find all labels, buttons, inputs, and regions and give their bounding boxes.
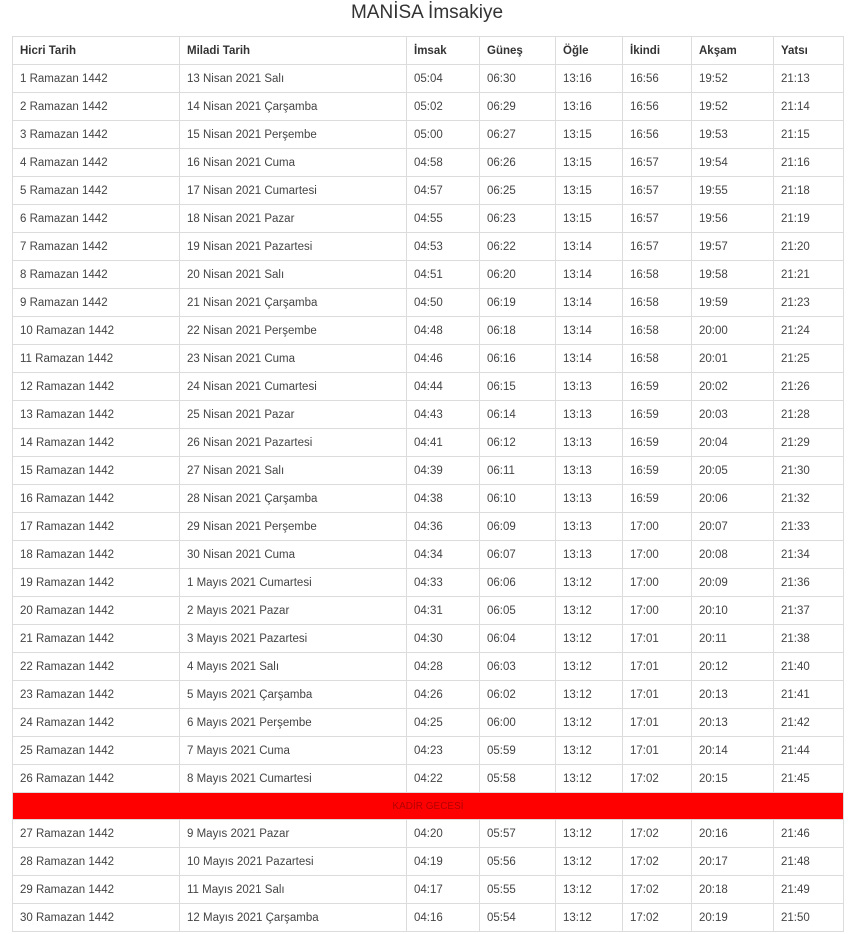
ikindi-cell: 17:00: [623, 597, 692, 625]
ogle-cell: 13:12: [556, 597, 623, 625]
page-title: MANİSA İmsakiye: [350, 2, 504, 23]
hicri-cell: 18 Ramazan 1442: [13, 541, 180, 569]
hicri-cell: 22 Ramazan 1442: [13, 653, 180, 681]
miladi-cell: 9 Mayıs 2021 Pazar: [180, 820, 407, 848]
ogle-cell: 13:13: [556, 513, 623, 541]
ogle-cell: 13:12: [556, 569, 623, 597]
gunes-cell: 06:15: [480, 373, 556, 401]
miladi-cell: 30 Nisan 2021 Cuma: [180, 541, 407, 569]
gunes-cell: 06:22: [480, 233, 556, 261]
imsak-cell: 04:38: [407, 485, 480, 513]
hicri-cell: 3 Ramazan 1442: [13, 121, 180, 149]
table-body: [13, 65, 844, 932]
table-row: [13, 457, 844, 485]
yatsi-cell: 21:44: [774, 737, 844, 765]
gunes-cell: 06:10: [480, 485, 556, 513]
yatsi-cell: 21:24: [774, 317, 844, 345]
imsak-cell: 04:26: [407, 681, 480, 709]
aksam-cell: 19:54: [692, 149, 774, 177]
col-header-hicri: Hicri Tarih: [13, 37, 180, 65]
aksam-cell: 20:18: [692, 876, 774, 904]
table-row: [13, 289, 844, 317]
gunes-cell: 05:54: [480, 904, 556, 932]
aksam-cell: 20:15: [692, 765, 774, 793]
ikindi-cell: 17:01: [623, 737, 692, 765]
gunes-cell: 06:07: [480, 541, 556, 569]
ogle-cell: 13:13: [556, 373, 623, 401]
hicri-cell: 16 Ramazan 1442: [13, 485, 180, 513]
imsak-cell: 04:25: [407, 709, 480, 737]
gunes-cell: 05:58: [480, 765, 556, 793]
imsak-cell: 04:50: [407, 289, 480, 317]
ikindi-cell: 16:57: [623, 233, 692, 261]
imsak-cell: 04:33: [407, 569, 480, 597]
table-row: [13, 373, 844, 401]
yatsi-cell: 21:37: [774, 597, 844, 625]
table-row: [13, 261, 844, 289]
table-row: [13, 233, 844, 261]
table-row: [13, 93, 844, 121]
imsak-cell: 04:28: [407, 653, 480, 681]
imsak-cell: 04:48: [407, 317, 480, 345]
imsakiye-table: [12, 36, 844, 932]
gunes-cell: 06:02: [480, 681, 556, 709]
miladi-cell: 27 Nisan 2021 Salı: [180, 457, 407, 485]
aksam-cell: 19:52: [692, 93, 774, 121]
hicri-cell: 2 Ramazan 1442: [13, 93, 180, 121]
aksam-cell: 20:08: [692, 541, 774, 569]
miladi-cell: 5 Mayıs 2021 Çarşamba: [180, 681, 407, 709]
ikindi-cell: 17:01: [623, 681, 692, 709]
hicri-cell: 26 Ramazan 1442: [13, 765, 180, 793]
ikindi-cell: 16:59: [623, 373, 692, 401]
imsak-cell: 04:46: [407, 345, 480, 373]
ikindi-cell: 16:59: [623, 457, 692, 485]
gunes-cell: 06:23: [480, 205, 556, 233]
ogle-cell: 13:12: [556, 820, 623, 848]
table-row: [13, 177, 844, 205]
table-row: [13, 205, 844, 233]
kadir-gecesi-row: [13, 793, 844, 820]
miladi-cell: 23 Nisan 2021 Cuma: [180, 345, 407, 373]
miladi-cell: 19 Nisan 2021 Pazartesi: [180, 233, 407, 261]
imsak-cell: 04:31: [407, 597, 480, 625]
table-row: [13, 765, 844, 793]
aksam-cell: 19:58: [692, 261, 774, 289]
miladi-cell: 24 Nisan 2021 Cumartesi: [180, 373, 407, 401]
ogle-cell: 13:12: [556, 737, 623, 765]
imsak-cell: 04:55: [407, 205, 480, 233]
aksam-cell: 19:55: [692, 177, 774, 205]
aksam-cell: 20:09: [692, 569, 774, 597]
aksam-cell: 20:14: [692, 737, 774, 765]
miladi-cell: 28 Nisan 2021 Çarşamba: [180, 485, 407, 513]
imsak-cell: 04:16: [407, 904, 480, 932]
ogle-cell: 13:13: [556, 541, 623, 569]
ikindi-cell: 16:59: [623, 429, 692, 457]
imsak-cell: 04:44: [407, 373, 480, 401]
gunes-cell: 06:18: [480, 317, 556, 345]
imsak-cell: 04:58: [407, 149, 480, 177]
gunes-cell: 05:57: [480, 820, 556, 848]
col-header-yatsi: Yatsı: [774, 37, 844, 65]
ogle-cell: 13:12: [556, 681, 623, 709]
table-row: [13, 569, 844, 597]
aksam-cell: 20:03: [692, 401, 774, 429]
hicri-cell: 24 Ramazan 1442: [13, 709, 180, 737]
miladi-cell: 2 Mayıs 2021 Pazar: [180, 597, 407, 625]
imsak-cell: 04:51: [407, 261, 480, 289]
yatsi-cell: 21:23: [774, 289, 844, 317]
miladi-cell: 12 Mayıs 2021 Çarşamba: [180, 904, 407, 932]
ogle-cell: 13:12: [556, 848, 623, 876]
aksam-cell: 20:17: [692, 848, 774, 876]
ogle-cell: 13:13: [556, 401, 623, 429]
ikindi-cell: 16:59: [623, 485, 692, 513]
hicri-cell: 13 Ramazan 1442: [13, 401, 180, 429]
table-row: [13, 653, 844, 681]
ikindi-cell: 17:02: [623, 904, 692, 932]
table-row: [13, 345, 844, 373]
aksam-cell: 20:05: [692, 457, 774, 485]
yatsi-cell: 21:14: [774, 93, 844, 121]
hicri-cell: 27 Ramazan 1442: [13, 820, 180, 848]
ikindi-cell: 16:59: [623, 401, 692, 429]
ikindi-cell: 16:58: [623, 317, 692, 345]
hicri-cell: 11 Ramazan 1442: [13, 345, 180, 373]
col-header-ikindi: İkindi: [623, 37, 692, 65]
imsak-cell: 04:30: [407, 625, 480, 653]
ikindi-cell: 16:57: [623, 177, 692, 205]
table-row: [13, 121, 844, 149]
gunes-cell: 06:25: [480, 177, 556, 205]
miladi-cell: 18 Nisan 2021 Pazar: [180, 205, 407, 233]
gunes-cell: 06:06: [480, 569, 556, 597]
miladi-cell: 1 Mayıs 2021 Cumartesi: [180, 569, 407, 597]
gunes-cell: 06:12: [480, 429, 556, 457]
gunes-cell: 06:19: [480, 289, 556, 317]
ikindi-cell: 17:02: [623, 848, 692, 876]
hicri-cell: 4 Ramazan 1442: [13, 149, 180, 177]
aksam-cell: 20:11: [692, 625, 774, 653]
yatsi-cell: 21:20: [774, 233, 844, 261]
table-row: [13, 625, 844, 653]
imsak-cell: 04:19: [407, 848, 480, 876]
aksam-cell: 20:04: [692, 429, 774, 457]
hicri-cell: 15 Ramazan 1442: [13, 457, 180, 485]
table-row: [13, 820, 844, 848]
yatsi-cell: 21:28: [774, 401, 844, 429]
imsak-cell: 04:17: [407, 876, 480, 904]
ogle-cell: 13:13: [556, 457, 623, 485]
yatsi-cell: 21:40: [774, 653, 844, 681]
hicri-cell: 5 Ramazan 1442: [13, 177, 180, 205]
hicri-cell: 17 Ramazan 1442: [13, 513, 180, 541]
table-row: [13, 65, 844, 93]
table-row: [13, 317, 844, 345]
ogle-cell: 13:12: [556, 653, 623, 681]
aksam-cell: 19:56: [692, 205, 774, 233]
miladi-cell: 4 Mayıs 2021 Salı: [180, 653, 407, 681]
yatsi-cell: 21:32: [774, 485, 844, 513]
ogle-cell: 13:14: [556, 289, 623, 317]
yatsi-cell: 21:42: [774, 709, 844, 737]
hicri-cell: 28 Ramazan 1442: [13, 848, 180, 876]
imsak-cell: 05:04: [407, 65, 480, 93]
ogle-cell: 13:15: [556, 121, 623, 149]
hicri-cell: 21 Ramazan 1442: [13, 625, 180, 653]
yatsi-cell: 21:41: [774, 681, 844, 709]
miladi-cell: 13 Nisan 2021 Salı: [180, 65, 407, 93]
ogle-cell: 13:12: [556, 876, 623, 904]
ogle-cell: 13:12: [556, 904, 623, 932]
yatsi-cell: 21:36: [774, 569, 844, 597]
aksam-cell: 20:06: [692, 485, 774, 513]
aksam-cell: 20:07: [692, 513, 774, 541]
gunes-cell: 06:20: [480, 261, 556, 289]
yatsi-cell: 21:50: [774, 904, 844, 932]
table-row: [13, 709, 844, 737]
ogle-cell: 13:12: [556, 625, 623, 653]
ogle-cell: 13:15: [556, 177, 623, 205]
aksam-cell: 20:16: [692, 820, 774, 848]
table-row: [13, 904, 844, 932]
yatsi-cell: 21:18: [774, 177, 844, 205]
miladi-cell: 8 Mayıs 2021 Cumartesi: [180, 765, 407, 793]
hicri-cell: 9 Ramazan 1442: [13, 289, 180, 317]
miladi-cell: 16 Nisan 2021 Cuma: [180, 149, 407, 177]
ikindi-cell: 16:56: [623, 65, 692, 93]
ogle-cell: 13:14: [556, 317, 623, 345]
table-row: [13, 149, 844, 177]
ikindi-cell: 16:57: [623, 205, 692, 233]
aksam-cell: 19:59: [692, 289, 774, 317]
yatsi-cell: 21:29: [774, 429, 844, 457]
ogle-cell: 13:13: [556, 429, 623, 457]
yatsi-cell: 21:49: [774, 876, 844, 904]
hicri-cell: 6 Ramazan 1442: [13, 205, 180, 233]
yatsi-cell: 21:21: [774, 261, 844, 289]
table-row: [13, 848, 844, 876]
col-header-gunes: Güneş: [480, 37, 556, 65]
header-row: [13, 37, 844, 65]
gunes-cell: 06:27: [480, 121, 556, 149]
hicri-cell: 25 Ramazan 1442: [13, 737, 180, 765]
imsak-cell: 04:34: [407, 541, 480, 569]
table-row: [13, 513, 844, 541]
aksam-cell: 19:52: [692, 65, 774, 93]
miladi-cell: 15 Nisan 2021 Perşembe: [180, 121, 407, 149]
imsak-cell: 04:23: [407, 737, 480, 765]
ikindi-cell: 17:01: [623, 625, 692, 653]
gunes-cell: 06:00: [480, 709, 556, 737]
ikindi-cell: 16:58: [623, 345, 692, 373]
ogle-cell: 13:14: [556, 261, 623, 289]
imsak-cell: 04:22: [407, 765, 480, 793]
gunes-cell: 06:26: [480, 149, 556, 177]
ikindi-cell: 16:58: [623, 261, 692, 289]
gunes-cell: 06:04: [480, 625, 556, 653]
yatsi-cell: 21:38: [774, 625, 844, 653]
yatsi-cell: 21:45: [774, 765, 844, 793]
gunes-cell: 06:29: [480, 93, 556, 121]
miladi-cell: 25 Nisan 2021 Pazar: [180, 401, 407, 429]
imsak-cell: 04:36: [407, 513, 480, 541]
aksam-cell: 20:13: [692, 709, 774, 737]
yatsi-cell: 21:13: [774, 65, 844, 93]
ogle-cell: 13:16: [556, 93, 623, 121]
ogle-cell: 13:12: [556, 709, 623, 737]
gunes-cell: 05:55: [480, 876, 556, 904]
hicri-cell: 10 Ramazan 1442: [13, 317, 180, 345]
hicri-cell: 8 Ramazan 1442: [13, 261, 180, 289]
table-row: [13, 737, 844, 765]
hicri-cell: 19 Ramazan 1442: [13, 569, 180, 597]
yatsi-cell: 21:46: [774, 820, 844, 848]
aksam-cell: 20:19: [692, 904, 774, 932]
aksam-cell: 20:02: [692, 373, 774, 401]
ogle-cell: 13:16: [556, 65, 623, 93]
yatsi-cell: 21:30: [774, 457, 844, 485]
yatsi-cell: 21:19: [774, 205, 844, 233]
ikindi-cell: 16:58: [623, 289, 692, 317]
hicri-cell: 7 Ramazan 1442: [13, 233, 180, 261]
imsak-cell: 05:02: [407, 93, 480, 121]
gunes-cell: 06:05: [480, 597, 556, 625]
ikindi-cell: 17:00: [623, 569, 692, 597]
ikindi-cell: 17:02: [623, 765, 692, 793]
table-row: [13, 597, 844, 625]
ogle-cell: 13:15: [556, 149, 623, 177]
yatsi-cell: 21:16: [774, 149, 844, 177]
miladi-cell: 7 Mayıs 2021 Cuma: [180, 737, 407, 765]
yatsi-cell: 21:25: [774, 345, 844, 373]
col-header-aksam: Akşam: [692, 37, 774, 65]
aksam-cell: 20:13: [692, 681, 774, 709]
miladi-cell: 20 Nisan 2021 Salı: [180, 261, 407, 289]
ogle-cell: 13:15: [556, 205, 623, 233]
miladi-cell: 10 Mayıs 2021 Pazartesi: [180, 848, 407, 876]
gunes-cell: 05:56: [480, 848, 556, 876]
yatsi-cell: 21:34: [774, 541, 844, 569]
imsak-cell: 05:00: [407, 121, 480, 149]
ikindi-cell: 16:56: [623, 121, 692, 149]
miladi-cell: 3 Mayıs 2021 Pazartesi: [180, 625, 407, 653]
ikindi-cell: 17:00: [623, 541, 692, 569]
gunes-cell: 06:09: [480, 513, 556, 541]
aksam-cell: 20:10: [692, 597, 774, 625]
yatsi-cell: 21:15: [774, 121, 844, 149]
gunes-cell: 05:59: [480, 737, 556, 765]
table-row: [13, 401, 844, 429]
miladi-cell: 21 Nisan 2021 Çarşamba: [180, 289, 407, 317]
hicri-cell: 1 Ramazan 1442: [13, 65, 180, 93]
ikindi-cell: 17:02: [623, 876, 692, 904]
col-header-imsak: İmsak: [407, 37, 480, 65]
ogle-cell: 13:13: [556, 485, 623, 513]
table-row: [13, 541, 844, 569]
table-row: [13, 485, 844, 513]
miladi-cell: 11 Mayıs 2021 Salı: [180, 876, 407, 904]
imsak-cell: 04:39: [407, 457, 480, 485]
ikindi-cell: 17:01: [623, 653, 692, 681]
gunes-cell: 06:16: [480, 345, 556, 373]
imsak-cell: 04:57: [407, 177, 480, 205]
imsak-cell: 04:41: [407, 429, 480, 457]
gunes-cell: 06:11: [480, 457, 556, 485]
aksam-cell: 20:12: [692, 653, 774, 681]
ikindi-cell: 16:57: [623, 149, 692, 177]
ikindi-cell: 17:00: [623, 513, 692, 541]
miladi-cell: 6 Mayıs 2021 Perşembe: [180, 709, 407, 737]
ogle-cell: 13:14: [556, 345, 623, 373]
kadir-gecesi-label: KADİR GECESİ: [13, 793, 844, 820]
table-row: [13, 681, 844, 709]
hicri-cell: 23 Ramazan 1442: [13, 681, 180, 709]
col-header-miladi: Miladi Tarih: [180, 37, 407, 65]
aksam-cell: 19:53: [692, 121, 774, 149]
aksam-cell: 20:01: [692, 345, 774, 373]
ogle-cell: 13:14: [556, 233, 623, 261]
gunes-cell: 06:30: [480, 65, 556, 93]
hicri-cell: 30 Ramazan 1442: [13, 904, 180, 932]
hicri-cell: 12 Ramazan 1442: [13, 373, 180, 401]
hicri-cell: 20 Ramazan 1442: [13, 597, 180, 625]
aksam-cell: 20:00: [692, 317, 774, 345]
miladi-cell: 29 Nisan 2021 Perşembe: [180, 513, 407, 541]
ikindi-cell: 17:01: [623, 709, 692, 737]
aksam-cell: 19:57: [692, 233, 774, 261]
yatsi-cell: 21:26: [774, 373, 844, 401]
ikindi-cell: 17:02: [623, 820, 692, 848]
hicri-cell: 14 Ramazan 1442: [13, 429, 180, 457]
yatsi-cell: 21:33: [774, 513, 844, 541]
hicri-cell: 29 Ramazan 1442: [13, 876, 180, 904]
imsak-cell: 04:53: [407, 233, 480, 261]
gunes-cell: 06:03: [480, 653, 556, 681]
miladi-cell: 26 Nisan 2021 Pazartesi: [180, 429, 407, 457]
col-header-ogle: Öğle: [556, 37, 623, 65]
gunes-cell: 06:14: [480, 401, 556, 429]
yatsi-cell: 21:48: [774, 848, 844, 876]
imsak-cell: 04:43: [407, 401, 480, 429]
miladi-cell: 17 Nisan 2021 Cumartesi: [180, 177, 407, 205]
ikindi-cell: 16:56: [623, 93, 692, 121]
table-row: [13, 429, 844, 457]
miladi-cell: 22 Nisan 2021 Perşembe: [180, 317, 407, 345]
table-row: [13, 876, 844, 904]
imsak-cell: 04:20: [407, 820, 480, 848]
miladi-cell: 14 Nisan 2021 Çarşamba: [180, 93, 407, 121]
ogle-cell: 13:12: [556, 765, 623, 793]
